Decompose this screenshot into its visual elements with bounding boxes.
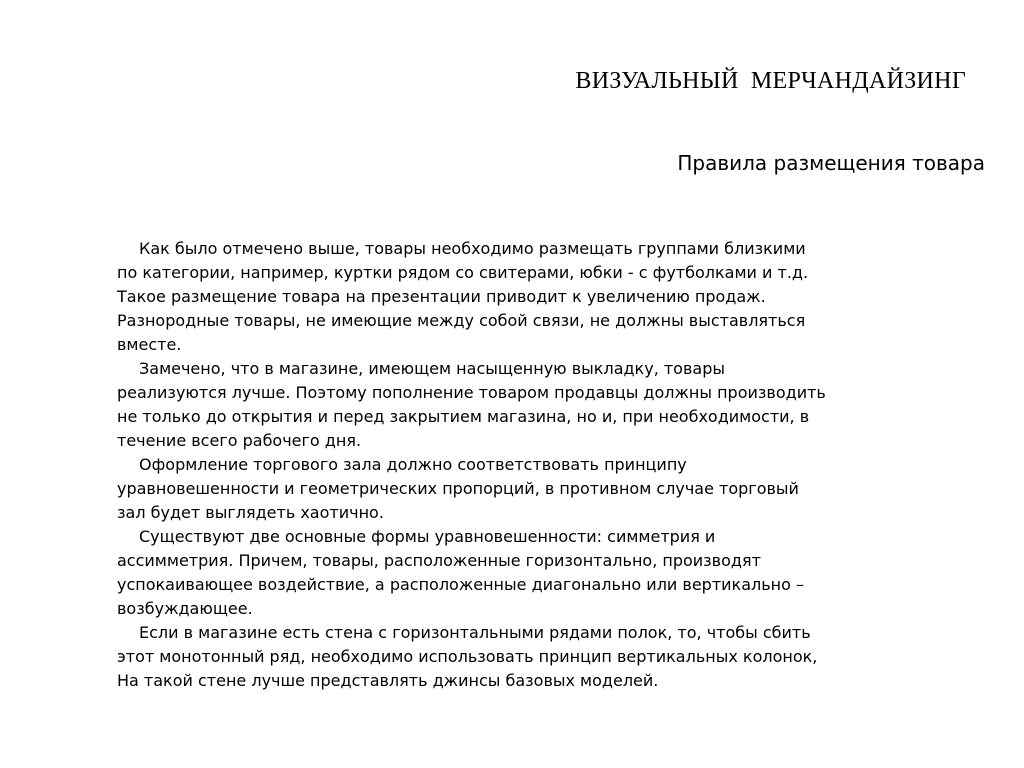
text-line: Замечено, что в магазине, имеющем насыщенную выкладку, товары: [139, 359, 725, 378]
text-line: зал будет выглядеть хаотично.: [117, 503, 384, 522]
paragraph-display-density: [117, 357, 967, 453]
text-line: вместе.: [117, 335, 182, 354]
text-line: не только до открытия и перед закрытием магазина, но и, при необходимости, в: [117, 407, 810, 426]
slide-body: [117, 237, 967, 693]
text-line: Разнородные товары, не имеющие между собой связи, не должны выставляться: [117, 311, 806, 330]
paragraph-symmetry: [117, 525, 967, 621]
text-line: успокаивающее воздействие, а расположенные диагонально или вертикально –: [117, 575, 805, 594]
text-line: по категории, например, куртки рядом со свитерами, юбки - с футболками и т.д.: [117, 263, 809, 282]
slide-subtitle: Правила размещения товара: [677, 151, 985, 175]
text-line: Оформление торгового зала должно соответствовать принципу: [139, 455, 687, 474]
text-line: Существуют две основные формы уравновешенности: симметрия и: [139, 527, 716, 546]
paragraph-vertical-columns: [117, 621, 967, 693]
slide-title: ВИЗУАЛЬНЫЙ МЕРЧАНДАЙЗИНГ: [575, 68, 966, 94]
text-line: На такой стене лучше представлять джинсы базовых моделей.: [117, 671, 659, 690]
text-line: этот монотонный ряд, необходимо использовать принцип вертикальных колонок,: [117, 647, 818, 666]
paragraph-balance-principle: [117, 453, 967, 525]
text-line: течение всего рабочего дня.: [117, 431, 362, 450]
text-line: возбуждающее.: [117, 599, 253, 618]
text-line: Как было отмечено выше, товары необходимо размещать группами близкими: [139, 239, 806, 258]
text-line: реализуются лучше. Поэтому пополнение товаром продавцы должны производить: [117, 383, 826, 402]
text-line: Если в магазине есть стена с горизонтальными рядами полок, то, чтобы сбить: [139, 623, 811, 642]
text-line: Такое размещение товара на презентации приводит к увеличению продаж.: [117, 287, 766, 306]
paragraph-grouping: [117, 237, 967, 357]
text-line: ассимметрия. Причем, товары, расположенные горизонтально, производят: [117, 551, 761, 570]
text-line: уравновешенности и геометрических пропорций, в противном случае торговый: [117, 479, 799, 498]
